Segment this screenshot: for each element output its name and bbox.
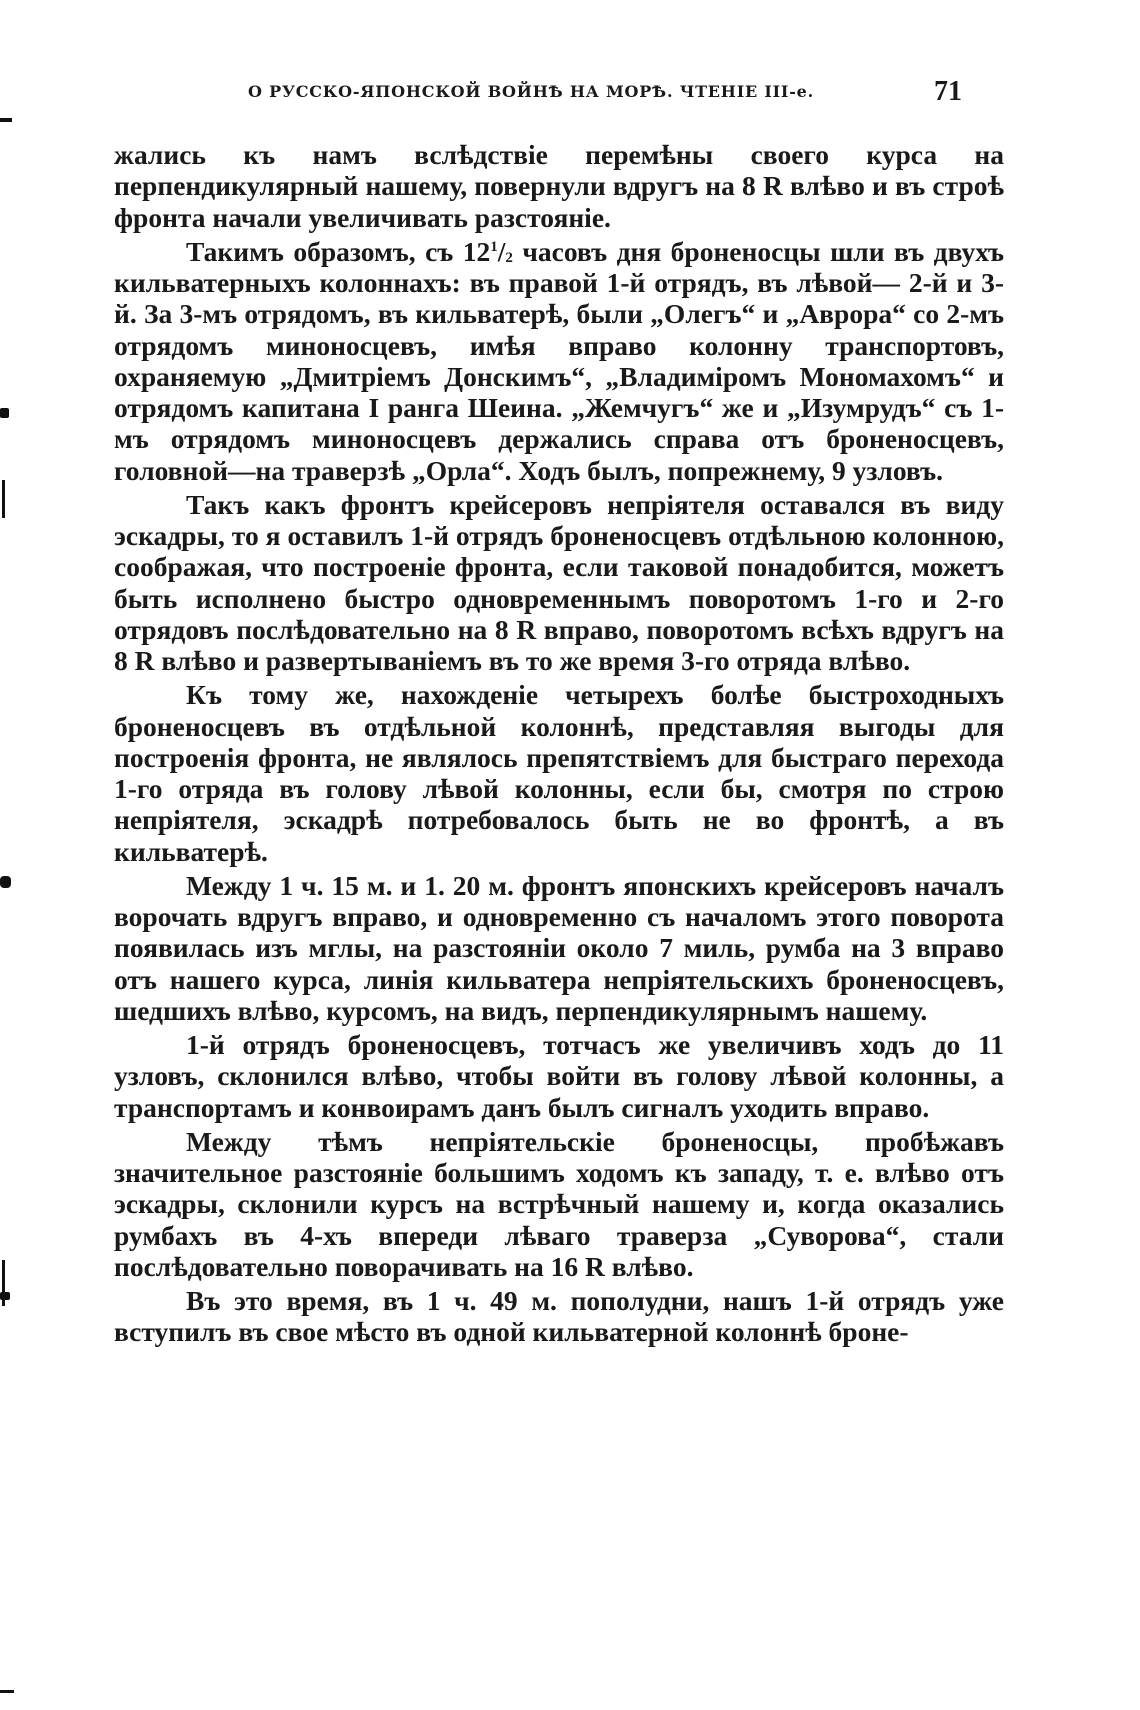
- paragraph-rest: часовъ дня броненосцы шли въ двухъ кильватерныхъ колоннахъ: въ правой 1-й отрядъ, въ лѣвой— 2-й и 3-й. За 3-мъ отрядомъ, въ кильватерѣ, были „Олегъ“ и „Аврора“ со 2-мъ отрядомъ миноносцевъ, имѣя вправо колонну транспортовъ, охраняемую „Дмитріемъ Донскимъ“, „Владиміромъ Мономахомъ“ и отрядомъ капитана I ранга Шеина. „Жемчугъ“ же и „Изумрудъ“ съ 1-мъ отрядомъ миноносцевъ держались справа отъ броненосцевъ, головной—на траверзѣ „Орла“. Ходъ былъ, попрежнему, 9 узловъ.: [114, 235, 1004, 486]
- paragraph: 1-й отрядъ броненосцевъ, тотчасъ же увеличивъ ходъ до 11 узловъ, склонился влѣво, чтобы войти въ голову лѣвой колонны, а транспортамъ и конвоирамъ данъ былъ сигналъ уходить вправо.: [114, 1029, 1004, 1123]
- paragraph: [114, 236, 1004, 486]
- paragraph: Въ это время, въ 1 ч. 49 м. пополудни, нашъ 1-й отрядъ уже вступилъ въ свое мѣсто въ одной кильватерной колоннѣ броне-: [114, 1285, 1004, 1348]
- paragraph: Такъ какъ фронтъ крейсеровъ непріятеля оставался въ виду эскадры, то я оставилъ 1-й отрядъ броненосцевъ отдѣльною колонною, соображая, что построеніе фронта, если таковой понадобится, можетъ быть исполнено быстро одновременнымъ поворотомъ 1-го и 2-го отрядовъ послѣдовательно на 8 R вправо, поворотомъ всѣхъ вдругъ на 8 R влѣво и развертываніемъ въ то же время 3-го отряда влѣво.: [114, 488, 1004, 676]
- scan-mark: [0, 1690, 14, 1693]
- paragraph: Между 1 ч. 15 м. и 1. 20 м. фронтъ японскихъ крейсеровъ началъ ворочать вдругъ вправо, и одновременно съ началомъ этого поворота появилась изъ мглы, на разстояніи около 7 миль, румба на 3 вправо отъ нашего курса, линія кильватера непріятельскихъ броненосцевъ, шедшихъ влѣво, курсомъ, на видъ, перпендикулярнымъ нашему.: [114, 869, 1004, 1026]
- scan-mark: [0, 408, 9, 418]
- body-text: [114, 139, 1004, 1351]
- paragraph-lead: Такимъ образомъ, съ 12: [186, 235, 491, 267]
- scan-mark: [2, 480, 5, 518]
- fraction-denominator: 2: [505, 249, 513, 266]
- scan-mark: [0, 876, 11, 888]
- scan-mark: [0, 118, 12, 122]
- paragraph: жались къ намъ вслѣдствіе перемѣны своего курса на перпендикулярный нашему, повернули вдругъ на 8 R влѣво и въ строѣ фронта начали увеличивать разстояніе.: [114, 139, 1004, 233]
- paragraph: Между тѣмъ непріятельскіе броненосцы, пробѣжавъ значительное разстояніе большимъ ходомъ къ западу, т. е. влѣво отъ эскадры, склонили курсъ на встрѣчный нашему и, когда оказались румбахъ въ 4-хъ впереди лѣваго траверза „Суворова“, стали послѣдовательно поворачивать на 16 R влѣво.: [114, 1125, 1004, 1282]
- scan-mark: [0, 1292, 10, 1300]
- page-number: 71: [934, 76, 962, 107]
- fraction-slash: /: [497, 235, 506, 267]
- running-title: О РУССКО-ЯПОНСКОЙ ВОЙНѢ НА МОРѢ. ЧТЕНІЕ III-е.: [248, 82, 815, 101]
- paragraph: Къ тому же, нахожденіе четырехъ болѣе быстроходныхъ броненосцевъ въ отдѣльной колоннѣ, представляя выгоды для построенія фронта, не являлось препятствіемъ для быстраго перехода 1-го отряда въ голову лѣвой колонны, если бы, смотря по строю непріятеля, эскадрѣ потребовалось быть не во фронтѣ, а въ кильватерѣ.: [114, 679, 1004, 867]
- fraction-numerator: 1: [490, 238, 498, 255]
